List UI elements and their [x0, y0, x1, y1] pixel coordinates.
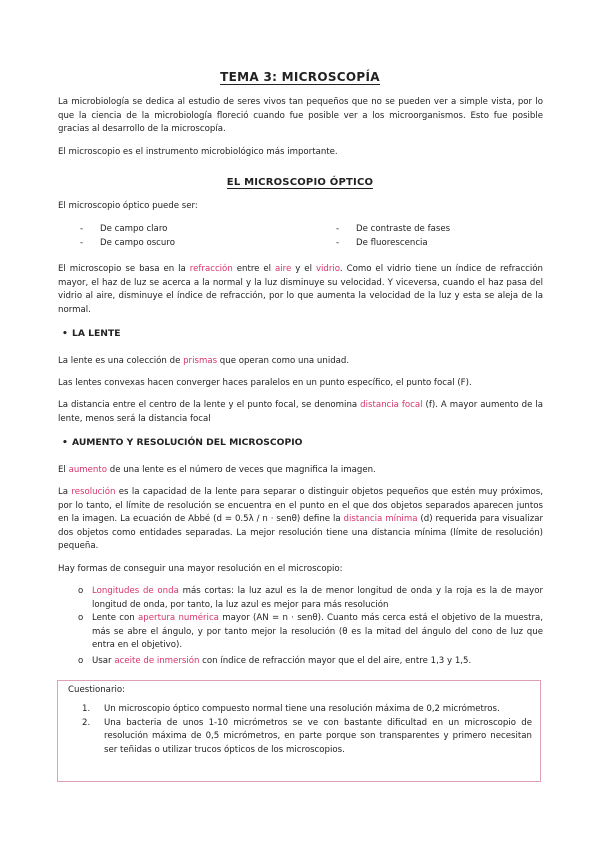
circle-bullet-icon: o [78, 586, 84, 596]
keyword-resolucion: resolución [71, 487, 116, 497]
list-item: - De contraste de fases [336, 224, 451, 234]
resolucion-paragraph: La resolución es la capacidad de la lente para separar o distinguir objetos pequeños que estén muy próximos, por lo tanto, el límite de resolución se encuentra en el punto en el que dos objetos separados aparecen juntos en la imagen. La ecuación de Abbé (d = 0.5λ / n · senθ) define la distancia mínima (d) requerida para visualizar dos objetos como entidades separadas. La mejor resolución tiene una distancia mínima (límite de resolución) pequeña. [58, 487, 544, 551]
list-item: - De campo oscuro [80, 238, 175, 248]
circle-bullet-icon: o [78, 655, 84, 666]
keyword-distancia-minima: distancia mínima [343, 514, 418, 524]
bullet-icon: • [62, 328, 68, 339]
list-item: o Lente con apertura numérica mayor (AN = n · senθ). Cuanto más cerca está el objetivo de la muestra, más se abre el ángulo, y por tanto mejor la resolución (θ es la mitad del ángulo del cono de luz que entra en el objetivo). [78, 613, 543, 650]
intro-paragraph-1: La microbiología se dedica al estudio de seres vivos tan pequeños que no se pueden ver a simple vista, por lo que la ciencia de la microbiología floreció cuando fue posible ver a los microorganismos. Esto fue posible gracias al desarrollo de la microscopía. [58, 97, 543, 134]
keyword-prismas: prismas [183, 356, 218, 366]
keyword-aire: aire [275, 264, 292, 274]
lente-paragraph-3: La distancia entre el centro de la lente y el punto focal, se denomina distancia focal (f). A mayor aumento de la lente, menos será la distancia focal [58, 400, 543, 424]
keyword-aumento: aumento [68, 465, 108, 475]
list-item: - De campo claro [80, 224, 168, 234]
quiz-box [57, 680, 541, 782]
section-title-microscopio-optico: EL MICROSCOPIO ÓPTICO [226, 177, 374, 188]
resolucion-methods-lead: Hay formas de conseguir una mayor resolución en el microscopio: [58, 564, 343, 574]
refraction-paragraph: El microscopio se basa en la refracción entre el aire y el vidrio. Como el vidrio tiene un índice de refracción mayor, el haz de luz se acerca a la normal y la luz disminuye su velocidad. Y viceversa, cuando el haz pasa del vidrio al aire, disminuye el índice de refracción, por lo que aumenta la velocidad de la luz y esta se aleja de la normal. [58, 264, 543, 315]
keyword-distancia-focal: distancia focal [360, 400, 423, 410]
quiz-item: 1. Un microscopio óptico compuesto normal tiene una resolución máxima de 0,2 micrómetros. [82, 704, 500, 714]
page-title: TEMA 3: MICROSCOPÍA [220, 70, 380, 84]
circle-bullet-icon: o [78, 613, 84, 623]
heading-aumento-resolucion: • AUMENTO Y RESOLUCIÓN DEL MICROSCOPIO [62, 437, 303, 448]
quiz-title: Cuestionario: [68, 685, 126, 695]
quiz-item: 2. Una bacteria de unos 1-10 micrómetros se ve con bastante dificultad en un microscopio de resolución máxima de 0,5 micrómetros, en parte porque son transparentes y primero necesitan ser teñidas o utilizar trucos ópticos de los microscopios. [82, 717, 532, 755]
list-item: o Usar aceite de inmersión con índice de refracción mayor que el del aire, entre 1,3 y 1,5. [78, 655, 543, 669]
aumento-paragraph-1: El aumento de una lente es el número de veces que magnifica la imagen. [58, 465, 376, 475]
intro-paragraph-2: El microscopio es el instrumento microbiológico más importante. [58, 147, 338, 157]
bullet-icon: • [62, 437, 68, 448]
keyword-vidrio: vidrio [315, 264, 340, 274]
microscope-types-list-left [80, 222, 175, 250]
microscope-types-list-right [336, 222, 450, 250]
quiz-list [82, 703, 532, 757]
keyword-refraccion: refracción [189, 264, 233, 274]
resolucion-methods-list [78, 585, 543, 668]
list-item: o Longitudes de onda más cortas: la luz azul es la de menor longitud de onda y la roja es la de mayor longitud de onda, por tanto, la luz azul es mejor para más resolución [78, 586, 543, 610]
heading-la-lente: • LA LENTE [62, 328, 121, 339]
lente-paragraph-2: Las lentes convexas hacen converger haces paralelos en un punto específico, el punto focal (F). [58, 378, 472, 388]
microscope-types-lead: El microscopio óptico puede ser: [58, 201, 198, 211]
list-item: - De fluorescencia [336, 238, 428, 248]
lente-paragraph-1: La lente es una colección de prismas que operan como una unidad. [58, 356, 350, 366]
